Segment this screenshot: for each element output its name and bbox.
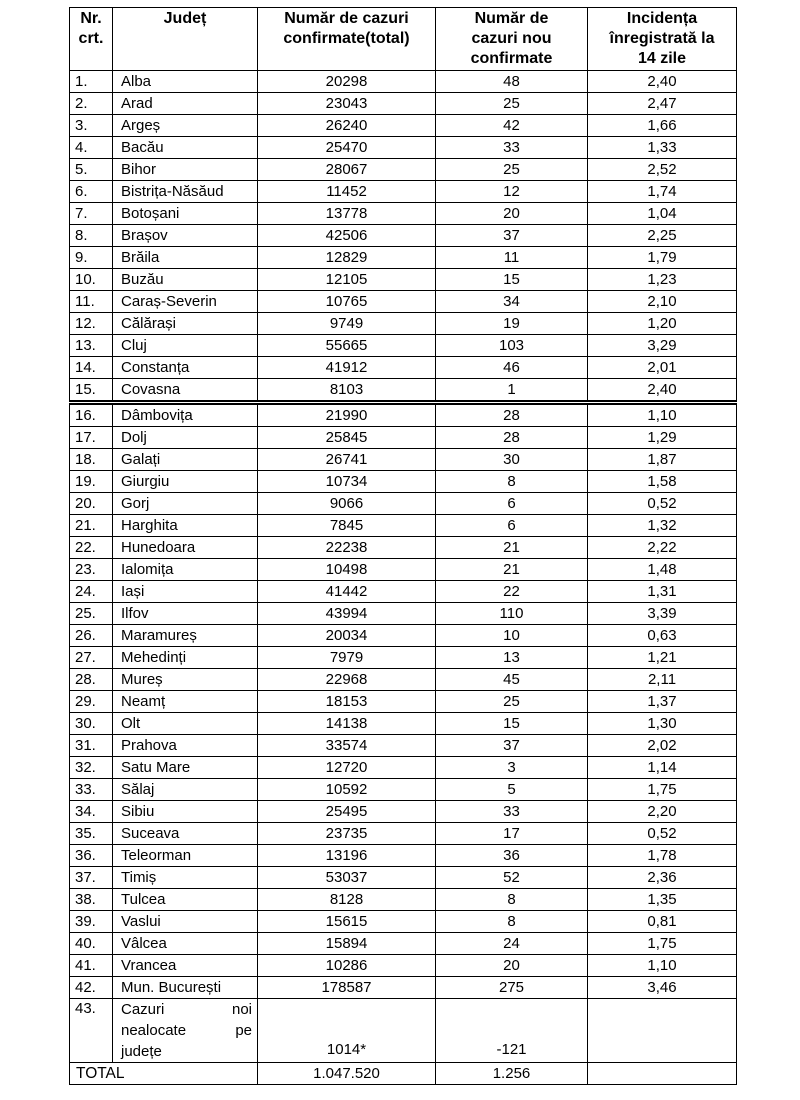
incidence-cell: 2,01: [588, 357, 737, 379]
incidence-cell: 3,39: [588, 603, 737, 625]
row-number-cell: 11.: [70, 291, 113, 313]
total-cases-cell: 22968: [258, 669, 436, 691]
new-cases-cell: 19: [436, 313, 588, 335]
new-cases-cell: 28: [436, 403, 588, 427]
county-cell: Olt: [113, 713, 258, 735]
new-cases-cell: 8: [436, 471, 588, 493]
incidence-cell: 1,66: [588, 115, 737, 137]
incidence-cell: 1,21: [588, 647, 737, 669]
total-cases-cell: 55665: [258, 335, 436, 357]
new-cases-cell: 5: [436, 779, 588, 801]
county-cell: Buzău: [113, 269, 258, 291]
row-number-cell: 28.: [70, 669, 113, 691]
column-header: Județ: [113, 8, 258, 71]
row-number-cell: 6.: [70, 181, 113, 203]
table-row: [70, 691, 737, 713]
row-number-cell: 34.: [70, 801, 113, 823]
new-cases-cell: 25: [436, 691, 588, 713]
incidence-cell: 1,33: [588, 137, 737, 159]
table-row: [70, 137, 737, 159]
table-row: [70, 977, 737, 999]
table-row: [70, 493, 737, 515]
total-cases-cell: 25495: [258, 801, 436, 823]
row-number-cell: 41.: [70, 955, 113, 977]
table-row: [70, 515, 737, 537]
county-cell: Vâlcea: [113, 933, 258, 955]
incidence-cell: 0,52: [588, 493, 737, 515]
incidence-cell: 1,75: [588, 779, 737, 801]
row-number-cell: 31.: [70, 735, 113, 757]
county-cell: Sibiu: [113, 801, 258, 823]
row-number-cell: 18.: [70, 449, 113, 471]
incidence-cell: 1,37: [588, 691, 737, 713]
county-cell: Dâmbovița: [113, 403, 258, 427]
county-cell: Brăila: [113, 247, 258, 269]
new-cases-cell: 25: [436, 93, 588, 115]
county-cell: Suceava: [113, 823, 258, 845]
table-row: [70, 933, 737, 955]
row-number-cell: 23.: [70, 559, 113, 581]
total-cases-cell: 53037: [258, 867, 436, 889]
table-row: [70, 669, 737, 691]
table-row: [70, 955, 737, 977]
row-number-cell: 21.: [70, 515, 113, 537]
total-label-cell: TOTAL: [70, 1063, 258, 1085]
column-header: Nr. crt.: [70, 8, 113, 71]
row-number-cell: 19.: [70, 471, 113, 493]
total-cases-cell: 11452: [258, 181, 436, 203]
row-number-cell: 7.: [70, 203, 113, 225]
table-row: [70, 625, 737, 647]
county-cell: Constanța: [113, 357, 258, 379]
new-cases-cell: 3: [436, 757, 588, 779]
row-number-cell: 5.: [70, 159, 113, 181]
row-number-cell: 25.: [70, 603, 113, 625]
total-cases-cell: 10286: [258, 955, 436, 977]
row-number-cell: 36.: [70, 845, 113, 867]
total-cases-cell: 1014*: [258, 999, 436, 1063]
total-row: [70, 1063, 737, 1085]
table-row: [70, 357, 737, 379]
table-row: [70, 735, 737, 757]
incidence-cell: 3,46: [588, 977, 737, 999]
total-cases-cell: 9066: [258, 493, 436, 515]
new-cases-cell: 30: [436, 449, 588, 471]
incidence-cell: 1,23: [588, 269, 737, 291]
total-cases-cell: 15615: [258, 911, 436, 933]
incidence-cell: 1,14: [588, 757, 737, 779]
row-number-cell: 10.: [70, 269, 113, 291]
new-cases-cell: -121: [436, 999, 588, 1063]
new-cases-cell: 13: [436, 647, 588, 669]
row-number-cell: 42.: [70, 977, 113, 999]
county-cell: Maramureș: [113, 625, 258, 647]
county-cell: Vaslui: [113, 911, 258, 933]
incidence-cell: 1,29: [588, 427, 737, 449]
table-row: [70, 379, 737, 403]
new-cases-cell: 21: [436, 559, 588, 581]
new-cases-cell: 45: [436, 669, 588, 691]
incidence-cell: 0,52: [588, 823, 737, 845]
total-cases-cell: 12105: [258, 269, 436, 291]
new-cases-cell: 110: [436, 603, 588, 625]
incidence-cell: 2,02: [588, 735, 737, 757]
new-cases-cell: 15: [436, 713, 588, 735]
total-cases-cell: 12720: [258, 757, 436, 779]
new-cases-cell: 24: [436, 933, 588, 955]
table-row: [70, 845, 737, 867]
incidence-cell: 1,32: [588, 515, 737, 537]
total-cases-cell: 7979: [258, 647, 436, 669]
row-number-cell: 16.: [70, 403, 113, 427]
table-row: [70, 225, 737, 247]
row-number-cell: 14.: [70, 357, 113, 379]
table-row: [70, 449, 737, 471]
incidence-cell: [588, 999, 737, 1063]
covid-county-table: [69, 7, 737, 1085]
county-cell: Tulcea: [113, 889, 258, 911]
county-cell: Satu Mare: [113, 757, 258, 779]
table-row: [70, 471, 737, 493]
table-row: [70, 911, 737, 933]
new-cases-cell: 33: [436, 137, 588, 159]
row-number-cell: 1.: [70, 71, 113, 93]
county-cell: Hunedoara: [113, 537, 258, 559]
table-row: [70, 801, 737, 823]
total-cases-cell: 9749: [258, 313, 436, 335]
total-cases-cell: 7845: [258, 515, 436, 537]
total-cases-cell: 25470: [258, 137, 436, 159]
county-cell: Botoșani: [113, 203, 258, 225]
new-cases-cell: 25: [436, 159, 588, 181]
unallocated-cases-row: [70, 999, 737, 1063]
incidence-cell: 1,79: [588, 247, 737, 269]
row-number-cell: 20.: [70, 493, 113, 515]
new-cases-cell: 8: [436, 889, 588, 911]
county-cell: Dolj: [113, 427, 258, 449]
total-cases-cell: 25845: [258, 427, 436, 449]
new-cases-cell: 37: [436, 735, 588, 757]
county-cell: Ilfov: [113, 603, 258, 625]
incidence-cell: 2,22: [588, 537, 737, 559]
new-cases-cell: 42: [436, 115, 588, 137]
total-cases-cell: 20034: [258, 625, 436, 647]
incidence-cell: 1,10: [588, 955, 737, 977]
row-number-cell: 4.: [70, 137, 113, 159]
county-cell: Brașov: [113, 225, 258, 247]
row-number-cell: 35.: [70, 823, 113, 845]
incidence-cell: 2,10: [588, 291, 737, 313]
incidence-cell: 3,29: [588, 335, 737, 357]
new-cases-cell: 33: [436, 801, 588, 823]
incidence-cell: 1,04: [588, 203, 737, 225]
new-cases-cell: 6: [436, 493, 588, 515]
new-cases-cell: 10: [436, 625, 588, 647]
new-cases-cell: 28: [436, 427, 588, 449]
incidence-cell: 0,63: [588, 625, 737, 647]
county-cell: Caraș-Severin: [113, 291, 258, 313]
incidence-cell: 2,40: [588, 71, 737, 93]
county-cell: Neamț: [113, 691, 258, 713]
incidence-cell: 1,74: [588, 181, 737, 203]
county-cell: Harghita: [113, 515, 258, 537]
total-cases-cell: 20298: [258, 71, 436, 93]
incidence-cell: 2,11: [588, 669, 737, 691]
header-row: [70, 8, 737, 71]
incidence-cell: 1,75: [588, 933, 737, 955]
total-cases-cell: 18153: [258, 691, 436, 713]
row-number-cell: 38.: [70, 889, 113, 911]
row-number-cell: 2.: [70, 93, 113, 115]
row-number-cell: 3.: [70, 115, 113, 137]
county-cell: Bacău: [113, 137, 258, 159]
column-header: Incidența înregistrată la 14 zile: [588, 8, 737, 71]
table-row: [70, 867, 737, 889]
row-number-cell: 32.: [70, 757, 113, 779]
incidence-cell: 2,25: [588, 225, 737, 247]
row-number-cell: 22.: [70, 537, 113, 559]
row-number-cell: 17.: [70, 427, 113, 449]
incidence-cell: 2,40: [588, 379, 737, 403]
county-cell: Vrancea: [113, 955, 258, 977]
table-row: [70, 181, 737, 203]
table-row: [70, 313, 737, 335]
total-cases-cell: 28067: [258, 159, 436, 181]
total-cases-sum-cell: 1.047.520: [258, 1063, 436, 1085]
table-row: [70, 823, 737, 845]
table-row: [70, 115, 737, 137]
table-row: [70, 757, 737, 779]
new-cases-sum-cell: 1.256: [436, 1063, 588, 1085]
row-number-cell: 15.: [70, 379, 113, 403]
total-cases-cell: 10498: [258, 559, 436, 581]
county-cell: Mureș: [113, 669, 258, 691]
new-cases-cell: 11: [436, 247, 588, 269]
county-cell: Covasna: [113, 379, 258, 403]
incidence-sum-cell: [588, 1063, 737, 1085]
total-cases-cell: 41912: [258, 357, 436, 379]
row-number-cell: 43.: [70, 999, 113, 1063]
incidence-cell: 2,52: [588, 159, 737, 181]
county-cell: Bistrița-Năsăud: [113, 181, 258, 203]
table-row: [70, 403, 737, 427]
table-row: [70, 269, 737, 291]
new-cases-cell: 37: [436, 225, 588, 247]
new-cases-cell: 8: [436, 911, 588, 933]
new-cases-cell: 22: [436, 581, 588, 603]
total-cases-cell: 10734: [258, 471, 436, 493]
incidence-cell: 1,30: [588, 713, 737, 735]
incidence-cell: 0,81: [588, 911, 737, 933]
county-cell: Alba: [113, 71, 258, 93]
row-number-cell: 30.: [70, 713, 113, 735]
incidence-cell: 1,87: [588, 449, 737, 471]
new-cases-cell: 20: [436, 955, 588, 977]
table-row: [70, 335, 737, 357]
table-row: [70, 779, 737, 801]
county-cell: Arad: [113, 93, 258, 115]
total-cases-cell: 23735: [258, 823, 436, 845]
table-row: [70, 93, 737, 115]
incidence-cell: 1,48: [588, 559, 737, 581]
county-cell: Sălaj: [113, 779, 258, 801]
total-cases-cell: 8128: [258, 889, 436, 911]
total-cases-cell: 42506: [258, 225, 436, 247]
table-row: [70, 581, 737, 603]
new-cases-cell: 1: [436, 379, 588, 403]
total-cases-cell: 178587: [258, 977, 436, 999]
new-cases-cell: 15: [436, 269, 588, 291]
row-number-cell: 37.: [70, 867, 113, 889]
new-cases-cell: 275: [436, 977, 588, 999]
county-cell: Mehedinți: [113, 647, 258, 669]
total-cases-cell: 14138: [258, 713, 436, 735]
county-cell: Călărași: [113, 313, 258, 335]
county-cell: Galați: [113, 449, 258, 471]
incidence-cell: 1,58: [588, 471, 737, 493]
total-cases-cell: 13196: [258, 845, 436, 867]
county-cell: Gorj: [113, 493, 258, 515]
total-cases-cell: 21990: [258, 403, 436, 427]
incidence-cell: 2,47: [588, 93, 737, 115]
total-cases-cell: 10592: [258, 779, 436, 801]
total-cases-cell: 13778: [258, 203, 436, 225]
table-row: [70, 203, 737, 225]
table-row: [70, 159, 737, 181]
table-row: [70, 603, 737, 625]
row-number-cell: 29.: [70, 691, 113, 713]
row-number-cell: 33.: [70, 779, 113, 801]
row-number-cell: 24.: [70, 581, 113, 603]
new-cases-cell: 48: [436, 71, 588, 93]
new-cases-cell: 21: [436, 537, 588, 559]
table-row: [70, 559, 737, 581]
table-row: [70, 537, 737, 559]
new-cases-cell: 103: [436, 335, 588, 357]
table-row: [70, 427, 737, 449]
new-cases-cell: 36: [436, 845, 588, 867]
county-cell: Cluj: [113, 335, 258, 357]
county-cell: Timiș: [113, 867, 258, 889]
county-cell: Iași: [113, 581, 258, 603]
total-cases-cell: 8103: [258, 379, 436, 403]
new-cases-cell: 12: [436, 181, 588, 203]
county-cell: Argeș: [113, 115, 258, 137]
table-row: [70, 647, 737, 669]
total-cases-cell: 22238: [258, 537, 436, 559]
row-number-cell: 13.: [70, 335, 113, 357]
county-cell: Teleorman: [113, 845, 258, 867]
total-cases-cell: 12829: [258, 247, 436, 269]
incidence-cell: 1,35: [588, 889, 737, 911]
county-cell: Giurgiu: [113, 471, 258, 493]
row-number-cell: 27.: [70, 647, 113, 669]
column-header: Număr de cazuri nou confirmate: [436, 8, 588, 71]
row-number-cell: 39.: [70, 911, 113, 933]
incidence-cell: 1,31: [588, 581, 737, 603]
incidence-cell: 1,10: [588, 403, 737, 427]
total-cases-cell: 10765: [258, 291, 436, 313]
county-cell: Cazuri noi nealocate pe județe: [113, 999, 258, 1063]
table-row: [70, 291, 737, 313]
new-cases-cell: 17: [436, 823, 588, 845]
total-cases-cell: 15894: [258, 933, 436, 955]
row-number-cell: 40.: [70, 933, 113, 955]
column-header: Număr de cazuri confirmate(total): [258, 8, 436, 71]
county-cell: Ialomița: [113, 559, 258, 581]
incidence-cell: 2,20: [588, 801, 737, 823]
new-cases-cell: 20: [436, 203, 588, 225]
total-cases-cell: 26240: [258, 115, 436, 137]
row-number-cell: 26.: [70, 625, 113, 647]
incidence-cell: 1,20: [588, 313, 737, 335]
table-row: [70, 71, 737, 93]
county-cell: Prahova: [113, 735, 258, 757]
new-cases-cell: 46: [436, 357, 588, 379]
row-number-cell: 8.: [70, 225, 113, 247]
county-cell: Bihor: [113, 159, 258, 181]
new-cases-cell: 6: [436, 515, 588, 537]
row-number-cell: 12.: [70, 313, 113, 335]
table-row: [70, 247, 737, 269]
row-number-cell: 9.: [70, 247, 113, 269]
incidence-cell: 2,36: [588, 867, 737, 889]
total-cases-cell: 41442: [258, 581, 436, 603]
county-cell: Mun. București: [113, 977, 258, 999]
document-page: [69, 7, 737, 1085]
total-cases-cell: 43994: [258, 603, 436, 625]
total-cases-cell: 26741: [258, 449, 436, 471]
table-row: [70, 713, 737, 735]
incidence-cell: 1,78: [588, 845, 737, 867]
table-row: [70, 889, 737, 911]
total-cases-cell: 33574: [258, 735, 436, 757]
new-cases-cell: 34: [436, 291, 588, 313]
total-cases-cell: 23043: [258, 93, 436, 115]
new-cases-cell: 52: [436, 867, 588, 889]
